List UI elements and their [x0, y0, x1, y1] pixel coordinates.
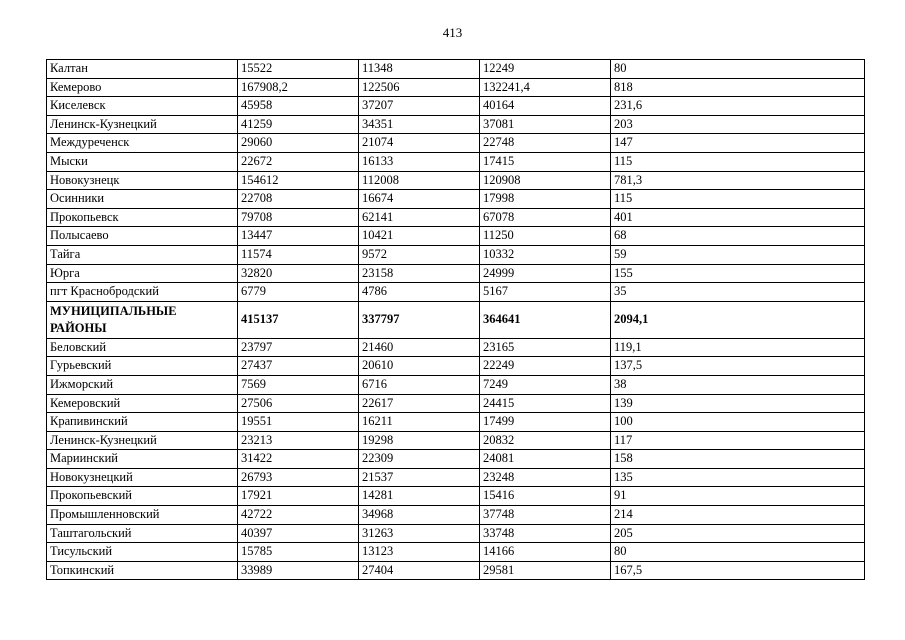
row-value-cell: 26793	[238, 468, 359, 487]
row-value-cell: 79708	[238, 208, 359, 227]
row-value-cell: 137,5	[611, 357, 865, 376]
row-value-cell: 401	[611, 208, 865, 227]
data-table	[46, 59, 865, 580]
row-value-cell: 781,3	[611, 171, 865, 190]
row-value-cell: 10421	[359, 227, 480, 246]
row-value-cell: 203	[611, 115, 865, 134]
row-value-cell: 117	[611, 431, 865, 450]
table-row	[47, 431, 865, 450]
row-name-cell: Тисульский	[47, 543, 238, 562]
row-value-cell: 27506	[238, 394, 359, 413]
table-row	[47, 543, 865, 562]
table-row	[47, 468, 865, 487]
row-value-cell: 23158	[359, 264, 480, 283]
row-value-cell: 7569	[238, 375, 359, 394]
table-row	[47, 506, 865, 525]
row-value-cell: 22672	[238, 152, 359, 171]
row-value-cell: 158	[611, 450, 865, 469]
row-value-cell: 31422	[238, 450, 359, 469]
row-value-cell: 40164	[480, 97, 611, 116]
row-value-cell: 147	[611, 134, 865, 153]
row-name-cell: Прокопьевский	[47, 487, 238, 506]
table-row	[47, 152, 865, 171]
row-value-cell: 11348	[359, 60, 480, 79]
row-value-cell: 15785	[238, 543, 359, 562]
table-row	[47, 487, 865, 506]
row-value-cell: 115	[611, 190, 865, 209]
row-name-cell: Калтан	[47, 60, 238, 79]
row-value-cell: 23165	[480, 338, 611, 357]
row-value-cell: 23248	[480, 468, 611, 487]
table-row	[47, 134, 865, 153]
row-value-cell: 37207	[359, 97, 480, 116]
row-value-cell: 122506	[359, 78, 480, 97]
row-value-cell: 9572	[359, 245, 480, 264]
row-name-cell: Полысаево	[47, 227, 238, 246]
table-row	[47, 171, 865, 190]
row-name-cell: Осинники	[47, 190, 238, 209]
page-number: 413	[442, 25, 463, 40]
row-value-cell: 19551	[238, 413, 359, 432]
row-name-cell: Топкинский	[47, 561, 238, 580]
row-value-cell: 135	[611, 468, 865, 487]
row-value-cell: 14166	[480, 543, 611, 562]
table-section-row	[47, 301, 865, 338]
row-name-cell: Промышленновский	[47, 506, 238, 525]
row-name-cell: Беловский	[47, 338, 238, 357]
row-value-cell: 112008	[359, 171, 480, 190]
row-value-cell: 45958	[238, 97, 359, 116]
table-row	[47, 115, 865, 134]
row-value-cell: 16133	[359, 152, 480, 171]
row-value-cell: 59	[611, 245, 865, 264]
table-row	[47, 375, 865, 394]
row-value-cell: 115	[611, 152, 865, 171]
row-value-cell: 38	[611, 375, 865, 394]
row-value-cell: 100	[611, 413, 865, 432]
row-value-cell: 132241,4	[480, 78, 611, 97]
row-value-cell: 29060	[238, 134, 359, 153]
row-value-cell: 37748	[480, 506, 611, 525]
row-value-cell: 139	[611, 394, 865, 413]
row-value-cell: 31263	[359, 524, 480, 543]
row-value-cell: 23213	[238, 431, 359, 450]
row-value-cell: 23797	[238, 338, 359, 357]
row-name-cell: Ленинск-Кузнецкий	[47, 431, 238, 450]
row-value-cell: 40397	[238, 524, 359, 543]
row-name-cell: Юрга	[47, 264, 238, 283]
row-name-cell: Кемерово	[47, 78, 238, 97]
row-name-cell: Мыски	[47, 152, 238, 171]
row-value-cell: 20832	[480, 431, 611, 450]
row-value-cell: 15416	[480, 487, 611, 506]
row-value-cell: 27437	[238, 357, 359, 376]
row-value-cell: 91	[611, 487, 865, 506]
table-row	[47, 78, 865, 97]
row-name-cell: Киселевск	[47, 97, 238, 116]
table-row	[47, 338, 865, 357]
row-name-cell: Новокузнецкий	[47, 468, 238, 487]
row-value-cell: 21537	[359, 468, 480, 487]
row-value-cell: 5167	[480, 283, 611, 302]
row-value-cell: 24081	[480, 450, 611, 469]
row-value-cell: 17921	[238, 487, 359, 506]
row-value-cell: 42722	[238, 506, 359, 525]
row-value-cell: 167908,2	[238, 78, 359, 97]
row-name-cell: пгт Краснобродский	[47, 283, 238, 302]
row-value-cell: 33748	[480, 524, 611, 543]
row-value-cell: 32820	[238, 264, 359, 283]
row-value-cell: 24999	[480, 264, 611, 283]
row-value-cell: 818	[611, 78, 865, 97]
row-value-cell: 154612	[238, 171, 359, 190]
row-name-cell: Таштагольский	[47, 524, 238, 543]
row-value-cell: 22708	[238, 190, 359, 209]
row-value-cell: 17499	[480, 413, 611, 432]
row-value-cell: 16211	[359, 413, 480, 432]
row-value-cell: 22748	[480, 134, 611, 153]
row-value-cell: 35	[611, 283, 865, 302]
table-row	[47, 357, 865, 376]
row-value-cell: 17998	[480, 190, 611, 209]
row-value-cell: 24415	[480, 394, 611, 413]
table-row	[47, 97, 865, 116]
row-value-cell: 13447	[238, 227, 359, 246]
row-value-cell: 4786	[359, 283, 480, 302]
row-value-cell: 15522	[238, 60, 359, 79]
table-row	[47, 394, 865, 413]
table-row	[47, 413, 865, 432]
row-value-cell: 11574	[238, 245, 359, 264]
table-row	[47, 245, 865, 264]
table-row	[47, 524, 865, 543]
table-row	[47, 227, 865, 246]
row-name-cell: Ижморский	[47, 375, 238, 394]
row-name-cell: Кемеровский	[47, 394, 238, 413]
row-value-cell: 16674	[359, 190, 480, 209]
row-value-cell: 34351	[359, 115, 480, 134]
table-row	[47, 561, 865, 580]
row-value-cell: 11250	[480, 227, 611, 246]
row-value-cell: 67078	[480, 208, 611, 227]
row-name-cell: Ленинск-Кузнецкий	[47, 115, 238, 134]
row-name-cell: МУНИЦИПАЛЬНЫЕ РАЙОНЫ	[47, 301, 238, 338]
row-value-cell: 167,5	[611, 561, 865, 580]
row-value-cell: 33989	[238, 561, 359, 580]
table-row	[47, 208, 865, 227]
table-row	[47, 60, 865, 79]
row-name-cell: Прокопьевск	[47, 208, 238, 227]
table-row	[47, 283, 865, 302]
row-value-cell: 14281	[359, 487, 480, 506]
row-value-cell: 22249	[480, 357, 611, 376]
row-value-cell: 10332	[480, 245, 611, 264]
table-row	[47, 450, 865, 469]
row-value-cell: 62141	[359, 208, 480, 227]
table-row	[47, 264, 865, 283]
row-value-cell: 6716	[359, 375, 480, 394]
row-value-cell: 34968	[359, 506, 480, 525]
row-value-cell: 41259	[238, 115, 359, 134]
row-name-cell: Междуреченск	[47, 134, 238, 153]
row-value-cell: 22617	[359, 394, 480, 413]
row-name-cell: Гурьевский	[47, 357, 238, 376]
row-value-cell: 20610	[359, 357, 480, 376]
row-value-cell: 21074	[359, 134, 480, 153]
row-value-cell: 17415	[480, 152, 611, 171]
row-value-cell: 214	[611, 506, 865, 525]
row-value-cell: 19298	[359, 431, 480, 450]
row-name-cell: Крапивинский	[47, 413, 238, 432]
row-value-cell: 13123	[359, 543, 480, 562]
row-name-cell: Мариинский	[47, 450, 238, 469]
row-value-cell: 205	[611, 524, 865, 543]
row-value-cell: 119,1	[611, 338, 865, 357]
row-value-cell: 120908	[480, 171, 611, 190]
table-row	[47, 190, 865, 209]
row-value-cell: 337797	[359, 301, 480, 338]
row-name-cell: Тайга	[47, 245, 238, 264]
row-value-cell: 80	[611, 60, 865, 79]
row-value-cell: 29581	[480, 561, 611, 580]
row-value-cell: 80	[611, 543, 865, 562]
row-value-cell: 415137	[238, 301, 359, 338]
row-value-cell: 364641	[480, 301, 611, 338]
row-value-cell: 12249	[480, 60, 611, 79]
row-value-cell: 155	[611, 264, 865, 283]
row-value-cell: 27404	[359, 561, 480, 580]
row-value-cell: 22309	[359, 450, 480, 469]
row-value-cell: 231,6	[611, 97, 865, 116]
row-value-cell: 68	[611, 227, 865, 246]
row-name-cell: Новокузнецк	[47, 171, 238, 190]
row-value-cell: 2094,1	[611, 301, 865, 338]
table-body	[47, 60, 865, 580]
row-value-cell: 6779	[238, 283, 359, 302]
row-value-cell: 37081	[480, 115, 611, 134]
row-value-cell: 21460	[359, 338, 480, 357]
row-value-cell: 7249	[480, 375, 611, 394]
